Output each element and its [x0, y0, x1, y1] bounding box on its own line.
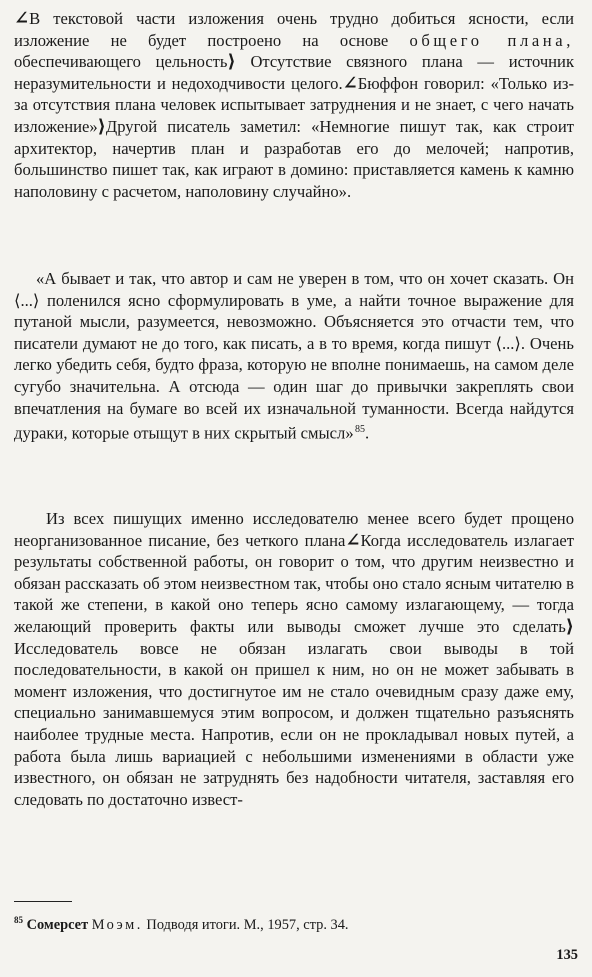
paragraph-1-text-a: В текстовой части изложения очень трудно добиться ясности, если изложение не будет построено на основе	[14, 9, 574, 50]
paragraph-1-text-c: Отсутствие связного плана — источник неразумительности и недоходчивости целого.	[14, 52, 575, 93]
paragraph-3-text-b: Когда исследователь излагает результаты собственной работы, он говорит о том, что другим неизвестно и обязан рассказать об этом неизвестном так, чтобы оно стало ясным читателю в такой же степени, в какой оно теперь ясно самому излагающему, — тогда желающий проверить факты или выводы сможет лучше это сделать	[14, 530, 574, 636]
paragraph-2	[14, 268, 574, 444]
editor-mark-open-3: ∠	[345, 529, 361, 550]
paragraph-2-text: «А бывает и так, что автор и сам не уверен в том, что он хочет сказать. Он ⟨...⟩ поленился ясно сформулировать в уме, а найти точное выражение для путаной мысли, разумеется, невозможно. Объясняется это отчасти тем, что писатели думают не до того, как писать, а в то время, когда пишут ⟨...⟩. Очень легко убедить себя, будто фраза, которую не вполне понимаешь, на самом деле сугубо значительна. А отсюда — один шаг до привычки закреплять свои впечатления на бумаге во всей их изначальной туманности. Всегда найдутся дураки, которые отыщут в них скрытый смысл»	[14, 269, 574, 443]
editor-mark-close-3: ⟩	[565, 615, 574, 636]
footnote-mark: 85	[14, 915, 23, 925]
footnote-author-surname: Моэм.	[91, 916, 143, 933]
editor-mark-open: ∠	[14, 8, 30, 28]
page-number: 135	[556, 947, 578, 963]
footnote-divider	[14, 901, 72, 902]
paragraph-3-text-a: Из всех пишущих именно исследователю менее всего будет прощено неорганизованное писание, без четкого плана	[14, 509, 574, 550]
paragraph-1-text-b: обеспечивающего цельность	[14, 52, 228, 72]
paragraph-1-text-e: Другой писатель заметил: «Немногие пишут так, как строит архитектор, начертив план и разработав его до мелочей; напротив, большинство пишет так, как играют в домино: приставляется камень к камню наполовину с расчетом, наполовину случайно».	[14, 116, 574, 201]
footnote	[14, 911, 349, 934]
paragraph-3-text-c: Исследователь вовсе не обязан излагать свои выводы в той последовательности, в какой он пришел к ним, но он не может забывать в момент изложения, что достигнутое им не стало очевидным сразу даже ему, специально занимавшемуся этим вопросом, и должен тщательно разъяснять наиболее трудные места. Напротив, если он не прокладывал новых путей, а работа была лишь вариацией с небольшими изменениями в области уже известного, он обязан не затруднять без надобности читателя, заставляя его следовать по достаточно извест-	[14, 638, 574, 809]
footnote-author: Сомерсет	[26, 916, 89, 933]
editor-mark-close-2: ⟩	[97, 115, 106, 136]
paragraph-2-end: .	[365, 423, 370, 443]
footnote-text: Подводя итоги. М., 1957, стр. 34.	[146, 916, 349, 933]
spaced-emphasis: общего плана,	[409, 30, 574, 50]
paragraph-1	[14, 8, 574, 202]
paragraph-3	[14, 508, 574, 810]
editor-mark-open-2: ∠	[342, 72, 358, 93]
editor-mark-close: ⟩	[227, 51, 236, 72]
paragraph-1-text-d: Бюффон говорил: «Только из-за отсутствия плана человек испытывает затруднения и не знает, с чего начать изложение»	[14, 73, 574, 136]
footnote-reference: 85	[355, 424, 366, 436]
